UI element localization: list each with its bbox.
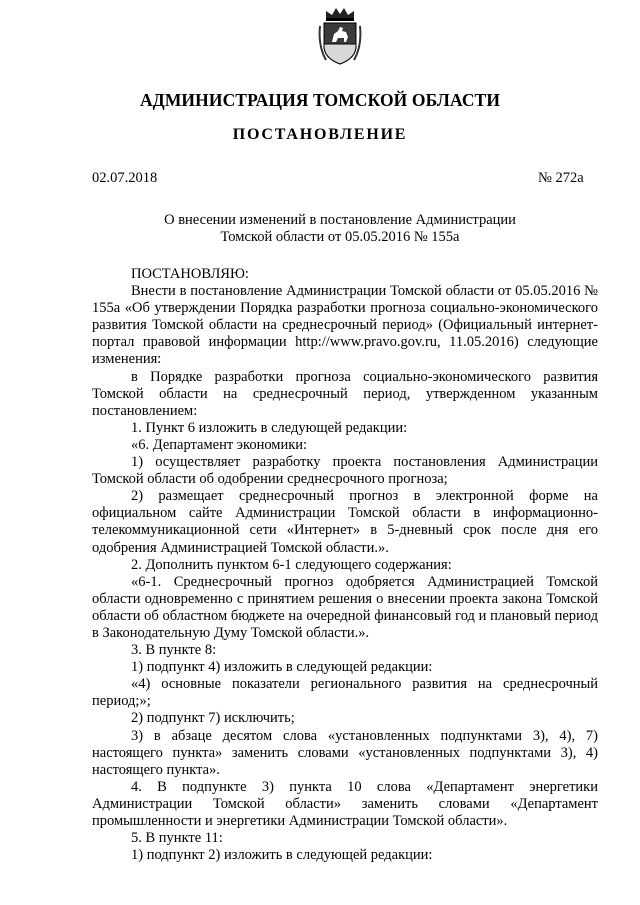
coat-of-arms-icon xyxy=(318,6,362,68)
document-number: № 272а xyxy=(538,170,584,186)
document-date: 02.07.2018 xyxy=(92,170,158,186)
subject-line: Томской области от 05.05.2016 № 155а xyxy=(220,229,460,245)
paragraph: 2) подпункт 7) исключить; xyxy=(131,710,295,727)
paragraph: 4. В подпункте 3) пункта 10 слова «Департамент энергетики Администрации Томской области» заменить словами «Департамент промышленности и энергетики Администрации Томской области». xyxy=(92,778,598,829)
paragraph: 3) в абзаце десятом слова «установленных подпунктами 3), 4), 7) настоящего пункта» заменить словами «установленных подпунктами 3), 4) настоящего пункта». xyxy=(92,727,598,778)
paragraph: Внести в постановление Администрации Томской области от 05.05.2016 № 155а «Об утверждении Порядка разработки прогноза социально-экономического развития Томской области на среднесрочный период» (Официальный интернет-портал правовой информации http://www.pravo.gov.ru, 11.05.2016) следующие изменения: xyxy=(92,283,598,368)
paragraph: 1) осуществляет разработку проекта постановления Администрации Томской области об одобрении среднесрочного прогноза; xyxy=(92,454,598,488)
document-body xyxy=(92,266,598,864)
document-subject xyxy=(150,212,530,246)
organization-title: АДМИНИСТРАЦИЯ ТОМСКОЙ ОБЛАСТИ xyxy=(139,90,501,110)
paragraph: «6. Департамент экономики: xyxy=(131,436,308,453)
paragraph: «4) основные показатели регионального развития на среднесрочный период;»; xyxy=(92,676,598,710)
paragraph: «6-1. Среднесрочный прогноз одобряется Администрацией Томской области одновременно с принятием решения о внесении проекта закона Томской области об областном бюджете на очередной финансовый год и плановый период в Законодательную Думу Томской области.». xyxy=(92,573,598,641)
paragraph: в Порядке разработки прогноза социально-экономического развития Томской области на среднесрочный период, утвержденном указанным постановлением: xyxy=(92,368,598,419)
subject-line: О внесении изменений в постановление Администрации xyxy=(164,212,516,228)
paragraph: 5. В пункте 11: xyxy=(131,830,223,847)
paragraph: 3. В пункте 8: xyxy=(131,642,217,659)
paragraph: 2. Дополнить пунктом 6-1 следующего содержания: xyxy=(131,556,452,573)
document-type: ПОСТАНОВЛЕНИЕ xyxy=(232,126,408,143)
paragraph: 2) размещает среднесрочный прогноз в электронной форме на официальном сайте Администрации Томской области в информационно-телекоммуникационной сети «Интернет» в 5-дневный срок после дня его одобрения Администрацией Томской области.». xyxy=(92,488,598,556)
paragraph: 1. Пункт 6 изложить в следующей редакции: xyxy=(131,419,408,436)
paragraph: 1) подпункт 4) изложить в следующей редакции: xyxy=(131,659,433,676)
paragraph: 1) подпункт 2) изложить в следующей редакции: xyxy=(131,847,433,864)
paragraph: ПОСТАНОВЛЯЮ: xyxy=(131,266,249,282)
